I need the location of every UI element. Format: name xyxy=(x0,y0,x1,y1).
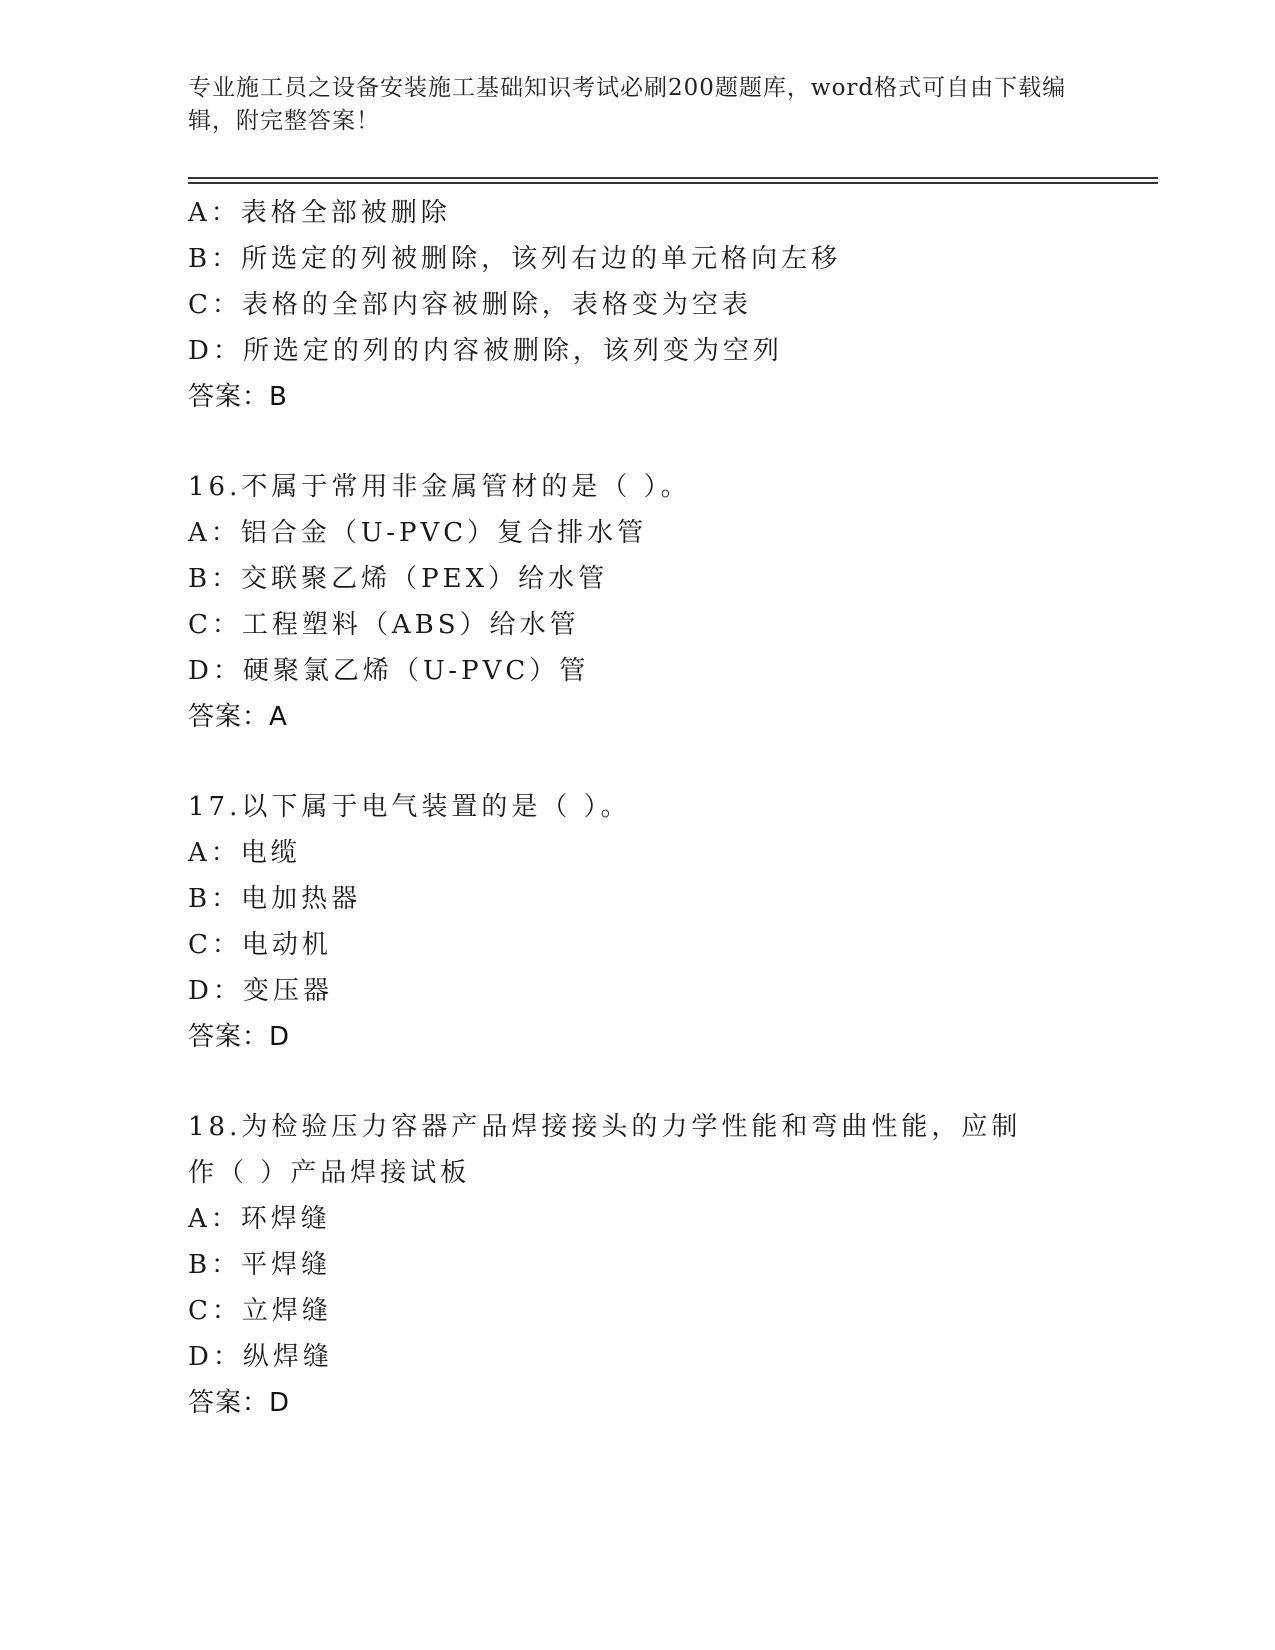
answer: 答案：D xyxy=(188,1388,291,1418)
header-rule-top xyxy=(188,177,1158,179)
option-c: C：立焊缝 xyxy=(188,1296,332,1326)
option-d: D：硬聚氯乙烯（U-PVC）管 xyxy=(188,656,590,686)
answer: 答案：A xyxy=(188,702,288,732)
option-b: B：所选定的列被删除，该列右边的单元格向左移 xyxy=(188,244,842,274)
option-b: B：交联聚乙烯（PEX）给水管 xyxy=(188,564,609,594)
option-b: B：电加热器 xyxy=(188,884,362,914)
option-b: B：平焊缝 xyxy=(188,1250,332,1280)
option-a: A：电缆 xyxy=(188,838,301,868)
question-17 xyxy=(188,784,1078,1060)
option-d: D：纵焊缝 xyxy=(188,1342,333,1372)
document-header: 专业施工员之设备安装施工基础知识考试必刷200题题库，word格式可自由下载编辑，附完整答案！ xyxy=(188,75,1067,134)
option-d: D：变压器 xyxy=(188,976,333,1006)
header-rule-bottom xyxy=(188,182,1158,184)
option-c: C：工程塑料（ABS）给水管 xyxy=(188,610,580,640)
option-a: A：铝合金（U-PVC）复合排水管 xyxy=(188,518,648,548)
question-list xyxy=(188,190,1078,1426)
option-c: C：表格的全部内容被删除，表格变为空表 xyxy=(188,290,752,320)
option-a: A：表格全部被删除 xyxy=(188,198,451,228)
prev-question xyxy=(188,190,1078,420)
question-16 xyxy=(188,464,1078,740)
question-18 xyxy=(188,1104,1078,1426)
option-c: C：电动机 xyxy=(188,930,332,960)
question-stem: 17.以下属于电气装置的是（ ）。 xyxy=(188,792,631,822)
answer: 答案：B xyxy=(188,382,288,412)
option-d: D：所选定的列的内容被删除，该列变为空列 xyxy=(188,336,783,366)
question-stem: 18.为检验压力容器产品焊接接头的力学性能和弯曲性能，应制作（ ）产品焊接试板 xyxy=(188,1112,1022,1188)
question-stem: 16.不属于常用非金属管材的是（ ）。 xyxy=(188,472,691,502)
answer: 答案：D xyxy=(188,1022,291,1052)
option-a: A：环焊缝 xyxy=(188,1204,331,1234)
